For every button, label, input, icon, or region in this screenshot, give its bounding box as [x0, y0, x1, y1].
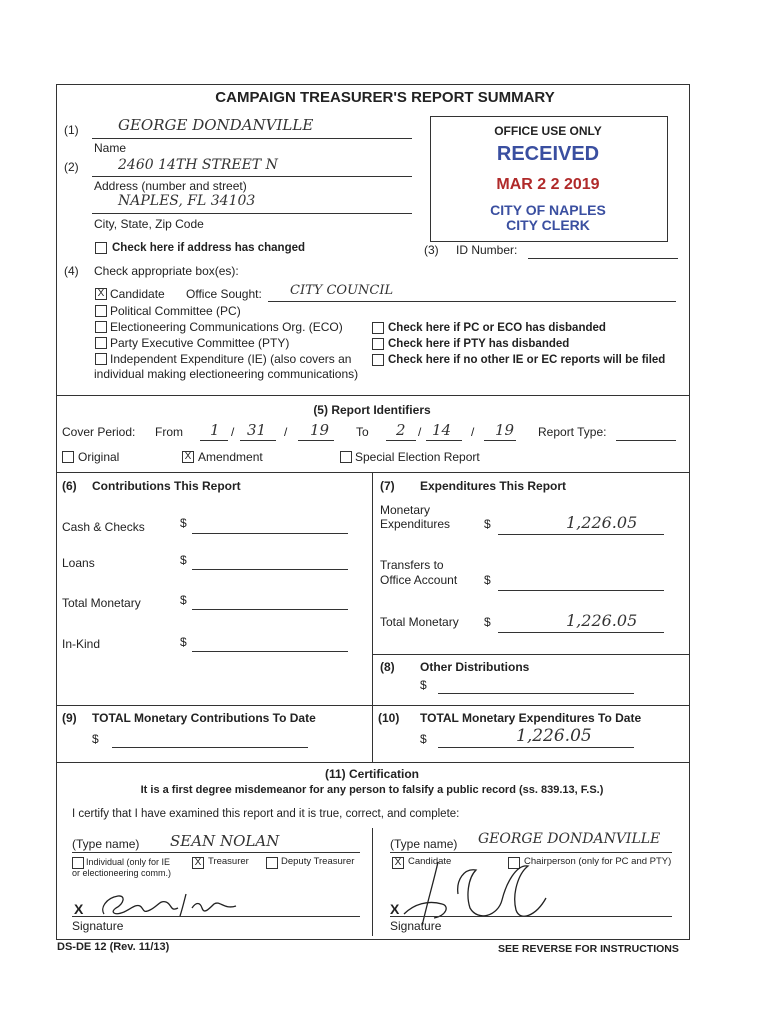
address-changed-label: Check here if address has changed	[112, 242, 306, 254]
office-sought-label: Office Sought:	[186, 287, 262, 301]
total-contrib-dollar: $	[92, 732, 99, 746]
special-election-checkbox[interactable]	[340, 451, 352, 463]
city-stamp: CITY OF NAPLES	[490, 202, 606, 218]
section-1-number: (1)	[64, 123, 79, 137]
to-day-line	[426, 440, 462, 441]
section-9-number: (9)	[62, 711, 77, 725]
report-type-field[interactable]	[616, 440, 676, 441]
id-number-field[interactable]	[528, 258, 678, 259]
street-value[interactable]: 2460 14TH STREET N	[118, 157, 278, 173]
loans-field[interactable]	[192, 569, 348, 570]
total-contrib-field[interactable]	[112, 747, 308, 748]
to-slash-1: /	[418, 425, 422, 439]
form-id: DS-DE 12 (Rev. 11/13)	[57, 941, 170, 953]
transfers-field[interactable]	[498, 590, 664, 591]
eco-checkbox[interactable]	[95, 321, 107, 333]
to-label: To	[356, 425, 369, 439]
total-monetary-exp-label: Total Monetary	[380, 615, 459, 629]
monetary-exp-label-2: Expenditures	[380, 517, 451, 531]
from-slash-1: /	[231, 425, 235, 439]
monetary-exp-label-1: Monetary	[380, 503, 431, 517]
section-10-number: (10)	[378, 711, 400, 725]
total-exp-value[interactable]: 1,226.05	[516, 726, 592, 746]
left-signature-line	[72, 916, 360, 917]
section-11-heading: (11) Certification	[324, 767, 420, 781]
right-type-name-label: (Type name)	[390, 837, 458, 851]
right-x-mark: X	[390, 901, 400, 917]
from-year-line	[298, 440, 334, 441]
address-changed-checkbox[interactable]	[95, 242, 107, 254]
divider-signatures	[372, 828, 373, 936]
section-6-heading: Contributions This Report	[92, 479, 241, 493]
candidate-label: Candidate	[110, 287, 165, 301]
from-month-line	[200, 440, 228, 441]
section-9-heading: TOTAL Monetary Contributions To Date	[92, 711, 316, 725]
total-monetary-contrib-field[interactable]	[192, 609, 348, 610]
to-slash-2: /	[471, 425, 475, 439]
report-type-label: Report Type:	[538, 425, 607, 439]
amendment-checkbox[interactable]: X	[182, 451, 194, 463]
left-type-name-value[interactable]: SEAN NOLAN	[170, 832, 280, 850]
no-other-ie-checkbox[interactable]	[372, 354, 384, 366]
eco-label: Electioneering Communications Org. (ECO)	[110, 320, 343, 334]
section-8-number: (8)	[380, 660, 395, 674]
total-exp-line	[438, 747, 634, 748]
to-year-line	[484, 440, 516, 441]
ie-label-line-1: Independent Expenditure (IE) (also covers an	[110, 352, 352, 366]
disband-pc-eco-label: Check here if PC or ECO has disbanded	[388, 322, 606, 334]
from-day[interactable]: 31	[247, 421, 267, 439]
total-monetary-exp-line	[498, 632, 664, 633]
certification-warning: It is a first degree misdemeanor for any person to falsify a public record (ss. 839.13, F.S.)	[140, 784, 604, 796]
from-month[interactable]: 1	[210, 421, 220, 439]
right-signature-line	[390, 916, 672, 917]
name-line	[92, 138, 412, 139]
city-label: City, State, Zip Code	[94, 217, 204, 231]
transfers-label-1: Transfers to	[380, 558, 444, 572]
candidate-cert-checkbox[interactable]: X	[392, 857, 404, 869]
office-sought-value[interactable]: CITY COUNCIL	[290, 283, 394, 298]
clerk-stamp: CITY CLERK	[506, 217, 590, 233]
cash-checks-dollar: $	[180, 516, 187, 530]
city-value[interactable]: NAPLES, FL 34103	[118, 193, 256, 209]
section-4-number: (4)	[64, 264, 79, 278]
no-other-ie-label: Check here if no other IE or EC reports will be filed	[388, 354, 666, 366]
name-value[interactable]: GEORGE DONDANVILLE	[118, 116, 314, 134]
right-signature-label: Signature	[390, 919, 442, 933]
original-checkbox[interactable]	[62, 451, 74, 463]
left-type-name-label: (Type name)	[72, 837, 140, 851]
section-7-heading: Expenditures This Report	[420, 479, 567, 493]
section-2-number: (2)	[64, 160, 79, 174]
transfers-dollar: $	[484, 573, 491, 587]
office-use-label: OFFICE USE ONLY	[494, 124, 602, 138]
monetary-exp-dollar: $	[484, 517, 491, 531]
in-kind-label: In-Kind	[62, 637, 101, 651]
ie-checkbox[interactable]	[95, 353, 107, 365]
section-5-heading: (5) Report Identifiers	[313, 403, 431, 417]
section-4-heading: Check appropriate box(es):	[94, 264, 239, 278]
treasurer-signature-icon[interactable]	[96, 886, 246, 920]
disband-pc-eco-checkbox[interactable]	[372, 322, 384, 334]
street-label: Address (number and street)	[94, 179, 247, 193]
from-slash-2: /	[284, 425, 288, 439]
total-monetary-exp-dollar: $	[484, 615, 491, 629]
candidate-cert-label: Candidate	[408, 856, 452, 867]
section-3-number: (3)	[424, 243, 439, 257]
pc-label: Political Committee (PC)	[110, 304, 241, 318]
special-election-label: Special Election Report	[355, 450, 480, 464]
deputy-treasurer-label: Deputy Treasurer	[281, 856, 355, 867]
disband-pty-checkbox[interactable]	[372, 338, 384, 350]
cover-period-label: Cover Period:	[62, 425, 136, 439]
candidate-signature-icon[interactable]	[398, 844, 558, 930]
certify-statement: I certify that I have examined this report and it is true, correct, and complete:	[72, 808, 460, 820]
left-signature-label: Signature	[72, 919, 124, 933]
monetary-exp-line	[498, 534, 664, 535]
divider-5	[56, 395, 689, 396]
form-title: CAMPAIGN TREASURER'S REPORT SUMMARY	[215, 89, 555, 106]
pty-label: Party Executive Committee (PTY)	[110, 336, 290, 350]
from-year[interactable]: 19	[310, 421, 330, 439]
total-monetary-contrib-label: Total Monetary	[62, 596, 141, 610]
city-line	[92, 213, 412, 214]
section-6-number: (6)	[62, 479, 77, 493]
divider-11	[56, 762, 689, 763]
to-year[interactable]: 19	[495, 421, 515, 439]
instructions-note: SEE REVERSE FOR INSTRUCTIONS	[498, 943, 679, 955]
name-label: Name	[94, 141, 127, 155]
cash-checks-field[interactable]	[192, 533, 348, 534]
section-8-heading: Other Distributions	[420, 660, 530, 674]
in-kind-dollar: $	[180, 635, 187, 649]
deputy-treasurer-checkbox[interactable]	[266, 857, 278, 869]
loans-label: Loans	[62, 556, 95, 570]
total-monetary-contrib-dollar: $	[180, 593, 187, 607]
ie-label-line-2: individual making electioneering communications)	[94, 367, 359, 381]
left-type-name-line	[72, 852, 360, 853]
other-dist-field[interactable]	[438, 693, 634, 694]
to-month-line	[386, 440, 416, 441]
amendment-label: Amendment	[198, 450, 263, 464]
left-x-mark: X	[74, 901, 84, 917]
from-day-line	[240, 440, 276, 441]
candidate-checkbox[interactable]: X	[95, 288, 107, 300]
divider-6-7	[372, 472, 373, 762]
pty-checkbox[interactable]	[95, 337, 107, 349]
total-monetary-exp-value[interactable]: 1,226.05	[566, 611, 638, 630]
section-10-heading: TOTAL Monetary Expenditures To Date	[420, 711, 642, 725]
individual-label-2: or electioneering comm.)	[72, 868, 172, 878]
total-exp-dollar: $	[420, 732, 427, 746]
other-dist-dollar: $	[420, 678, 427, 692]
to-day[interactable]: 14	[432, 421, 452, 439]
received-date-stamp: MAR 2 2 2019	[496, 176, 600, 193]
cash-checks-label: Cash & Checks	[62, 520, 145, 534]
divider-9	[56, 705, 689, 706]
in-kind-field[interactable]	[192, 651, 348, 652]
loans-dollar: $	[180, 553, 187, 567]
chairperson-label: Chairperson (only for PC and PTY)	[524, 856, 672, 867]
to-month[interactable]: 2	[396, 421, 406, 439]
treasurer-label: Treasurer	[208, 856, 249, 867]
transfers-label-2: Office Account	[380, 573, 458, 587]
street-line	[92, 176, 412, 177]
individual-label-1: Individual (only for IE	[86, 857, 171, 867]
disband-pty-label: Check here if PTY has disbanded	[388, 338, 570, 350]
office-sought-line	[268, 301, 676, 302]
received-stamp: RECEIVED	[496, 143, 600, 165]
id-number-label: ID Number:	[456, 243, 518, 257]
monetary-exp-value[interactable]: 1,226.05	[566, 513, 638, 532]
divider-8	[372, 654, 689, 655]
treasurer-checkbox[interactable]: X	[192, 857, 204, 869]
pc-checkbox[interactable]	[95, 305, 107, 317]
original-label: Original	[78, 450, 120, 464]
section-7-number: (7)	[380, 479, 395, 493]
from-label: From	[155, 425, 183, 439]
right-type-name-value[interactable]: GEORGE DONDANVILLE	[478, 831, 661, 847]
